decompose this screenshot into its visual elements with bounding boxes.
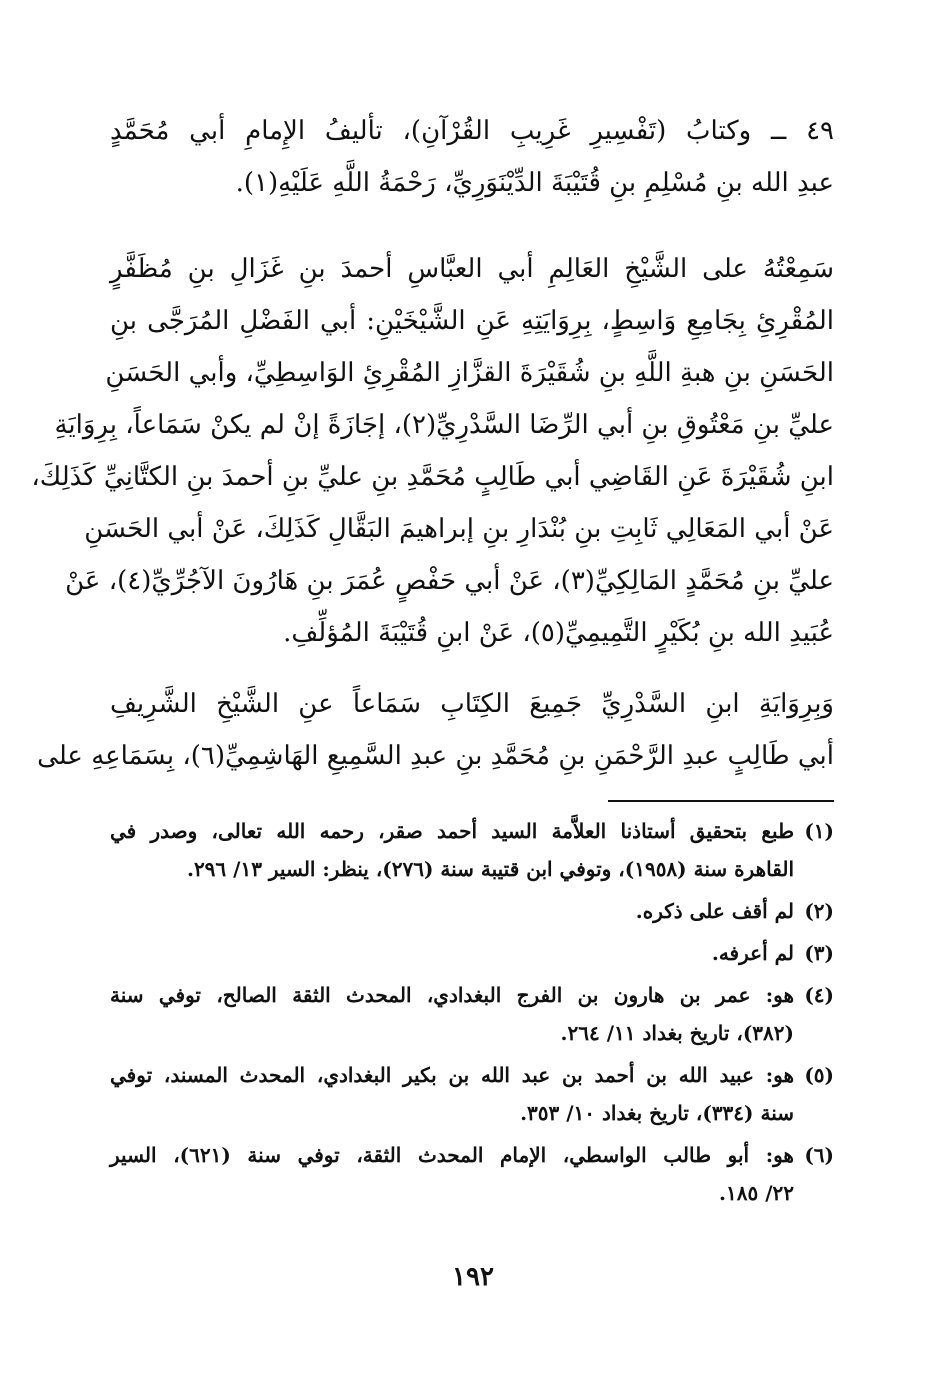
- text-line: عَنْ أبي المَعَالِي ثَابِتِ بنِ بُنْدَارِ بنِ إبراهيمَ البَقَّالِ كَذَلِكَ، عَنْ أبي الحَسَنِ: [84, 514, 834, 544]
- text-line: ٤٩ ــ وكتابُ (تَفْسِيرِ غَرِيبِ القُرْآنِ)، تأليفُ الإِمامِ أبي مُحَمَّدٍ: [110, 116, 834, 146]
- footnote-line: القاهرة سنة (١٩٥٨)، وتوفي ابن قتيبة سنة (٢٧٦)، ينظر: السير ١٣/ ٢٩٦.: [186, 857, 794, 881]
- text-line: عُبَيدِ الله بنِ بُكَيْرٍ التَّمِيمِيِّ(٥)، عَنْ ابنِ قُتَيْبَةَ المُؤلِّفِ.: [283, 618, 834, 648]
- footnote-line: ٢٢/ ١٨٥.: [719, 1181, 794, 1205]
- footnote: [110, 1136, 834, 1212]
- footnote-line: طبع بتحقيق أستاذنا العلاَّمة السيد أحمد صقر، رحمه الله تعالى، وصدر في: [110, 819, 794, 843]
- text-line: عليِّ بنِ مَعْتُوقِ بنِ أبي الرِّضَا السَّدْرِيِّ(٢)، إجَازَةً إنْ لم يكنْ سَمَاعاً، بِرِوَايَةِ: [54, 410, 834, 440]
- footnote-line: هو: عبيد الله بن أحمد بن عبد الله بن بكير البغدادي، المحدث المسند، توفي: [110, 1063, 794, 1087]
- text-line: سَمِعْتُهُ على الشَّيْخِ العَالِمِ أبي العبَّاسِ أحمدَ بنِ غَزَالِ بنِ مُظَفَّرٍ: [110, 254, 834, 284]
- text-line: الحَسَنِ بنِ هبةِ اللَّهِ بنِ شُقَيْرَةَ القزَّازِ المُقْرِئِ الوَاسِطِيِّ، وأبي الحَسَنِ: [105, 358, 834, 388]
- footnote-number: (٢): [804, 899, 834, 923]
- text-line: ابنِ شُقَيْرَةَ عَنِ القَاضِي أبي طَالِبٍ مُحَمَّدِ بنِ عليِّ بنِ أحمدَ بنِ الكتَّانِيِّ كَذَلِكَ،: [31, 462, 834, 492]
- footnote-line: سنة (٣٣٤)، تاريخ بغداد ١٠/ ٣٥٣.: [520, 1101, 794, 1125]
- footnote: [110, 1056, 834, 1132]
- footnote: [110, 892, 834, 930]
- footnote-line: هو: أبو طالب الواسطي، الإمام المحدث الثقة، توفي سنة (٦٢١)، السير: [110, 1143, 794, 1167]
- footnote-number: (١): [804, 819, 834, 843]
- footnotes: [110, 812, 834, 1216]
- footnote: [110, 934, 834, 972]
- entry-heading: [110, 105, 834, 209]
- text-line: المُقْرِئِ بِجَامِعِ وَاسِطٍ، بِرِوَايَتِهِ عَنِ الشَّيْخَيْنِ: أبي الفَضْلِ المُرَجَّى بنِ: [110, 306, 834, 336]
- text-line: عبدِ الله بنِ مُسْلِمِ بنِ قُتَيْبَةَ الدِّيْنَوَرِيِّ، رَحْمَةُ اللَّهِ عَلَيْهِ(١).: [235, 168, 834, 198]
- text-line: عليِّ بنِ مُحَمَّدٍ المَالِكِيِّ(٣)، عَنْ أبي حَفْصٍ عُمَرَ بنِ هَارُونَ الآجُرِّيِّ(٤)، عَنْ: [65, 566, 834, 596]
- page-number: ١٩٢: [452, 1262, 494, 1292]
- footnote-number: (٥): [804, 1063, 834, 1087]
- footnote-line: لم أقف على ذكره.: [635, 899, 794, 923]
- footnote-number: (٦): [804, 1143, 834, 1167]
- text-line: وَبِرِوَايَةِ ابنِ السَّدْرِيِّ جَمِيعَ الكِتَابِ سَمَاعاً عنِ الشَّيْخِ الشَّرِيفِ: [110, 689, 834, 719]
- footnote-line: هو: عمر بن هارون بن الفرج البغدادي، المحدث الثقة الصالح، توفي سنة: [110, 983, 794, 1007]
- footnote-divider: [608, 800, 834, 802]
- paragraph-chain-of-narration: [31, 243, 834, 659]
- footnote: [110, 812, 834, 888]
- paragraph-second-narration: [37, 678, 834, 782]
- footnote-number: (٤): [804, 983, 834, 1007]
- footnote-number: (٣): [804, 941, 834, 965]
- footnote: [110, 976, 834, 1052]
- footnote-line: لم أعرفه.: [711, 941, 794, 965]
- text-line: أبي طَالِبٍ عبدِ الرَّحْمَنِ بنِ مُحَمَّدِ بنِ عبدِ السَّمِيعِ الهَاشِمِيِّ(٦)، بِسَمَاعِهِ على: [37, 741, 834, 771]
- footnote-line: (٣٨٢)، تاريخ بغداد ١١/ ٢٦٤.: [560, 1021, 794, 1045]
